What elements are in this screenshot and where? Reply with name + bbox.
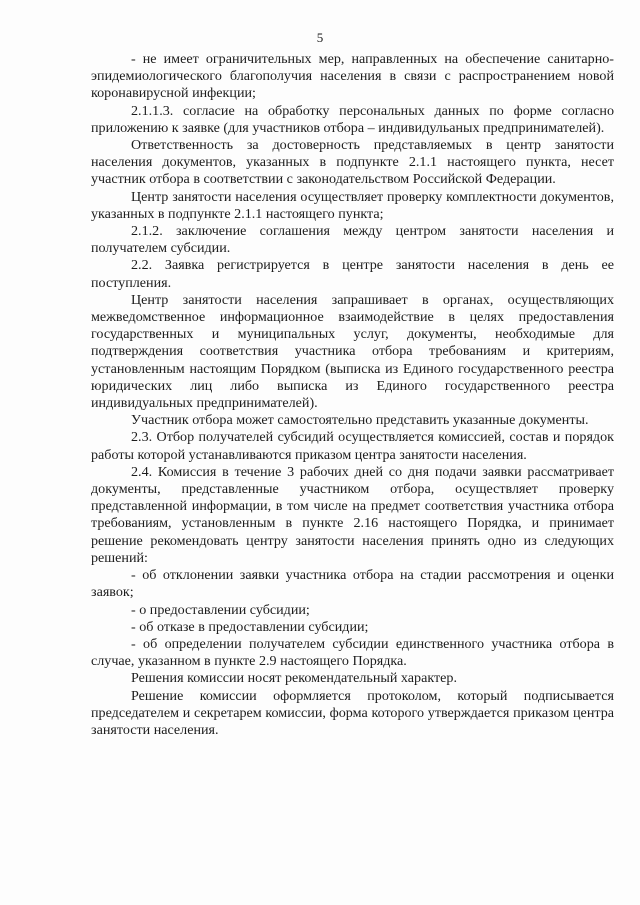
paragraph-2-3-commission: 2.3. Отбор получателей субсидий осуществляется комиссией, состав и порядок работы которой устанавливаются приказом центра занятости населения. <box>91 429 614 463</box>
paragraph-completeness-check: Центр занятости населения осуществляет проверку комплектности документов, указанных в подпункте 2.1.1 настоящего пункта; <box>91 188 614 222</box>
list-item-refusal: - об отказе в предоставлении субсидии; <box>131 618 369 635</box>
paragraph-2-4-review: 2.4. Комиссия в течение 3 рабочих дней со дня подачи заявки рассматривает документы, представленные участником отбора, осуществляет проверку представленной информации, в том числе на предмет соответствия участника отбора требованиям, установленным в пункте 2.16 настоящего Порядка, и принимает решение рекомендовать центру занятости населения принять одно из следующих решений: <box>91 463 614 566</box>
paragraph-restrictions: - не имеет ограничительных мер, направленных на обеспечение санитарно-эпидемиологического благополучия населения в связи с распространением новой коронавирусной инфекции; <box>91 51 614 102</box>
paragraph-2-2-registration: 2.2. Заявка регистрируется в центре занятости населения в день ее поступления. <box>91 257 614 291</box>
paragraph-protocol: Решение комиссии оформляется протоколом, который подписывается председателем и секретарем комиссии, форма которого утверждается приказом центра занятости населения. <box>91 687 614 738</box>
paragraph-interagency-request: Центр занятости населения запрашивает в органах, осуществляющих межведомственное информационное взаимодействие в целях предоставления государственных и муниципальных услуг, документы, необходимые для подтверждения соответствия участника отбора требованиям и критериям, установленным настоящим Порядком (выписка из Единого государственного реестра юридических лиц либо выписка из Единого государственного реестра индивидуальных предпринимателей). <box>91 291 614 412</box>
paragraph-2-1-2-agreement: 2.1.2. заключение соглашения между центром занятости населения и получателем субсидии. <box>91 223 614 257</box>
paragraph-advisory-nature: Решения комиссии носят рекомендательный характер. <box>131 670 457 687</box>
list-item-single-participant: - об определении получателем субсидии единственного участника отбора в случае, указанном в пункте 2.9 настоящего Порядка. <box>91 635 614 670</box>
document-body <box>91 51 614 739</box>
list-item-rejection: - об отклонении заявки участника отбора на стадии рассмотрения и оценки заявок; <box>91 567 614 601</box>
page-number: 5 <box>316 30 324 45</box>
paragraph-self-submission: Участник отбора может самостоятельно представить указанные документы. <box>131 412 589 429</box>
paragraph-responsibility: Ответственность за достоверность представляемых в центр занятости населения документов, указанных в подпункте 2.1.1 настоящего пункта, несет участник отбора в соответствии с законодательством Российской Федерации. <box>91 137 614 188</box>
list-item-granting: - о предоставлении субсидии; <box>131 601 310 618</box>
paragraph-2-1-1-3-consent: 2.1.1.3. согласие на обработку персональных данных по форме согласно приложению к заявке (для участников отбора – индивидульаных предпринимателей). <box>91 102 614 136</box>
